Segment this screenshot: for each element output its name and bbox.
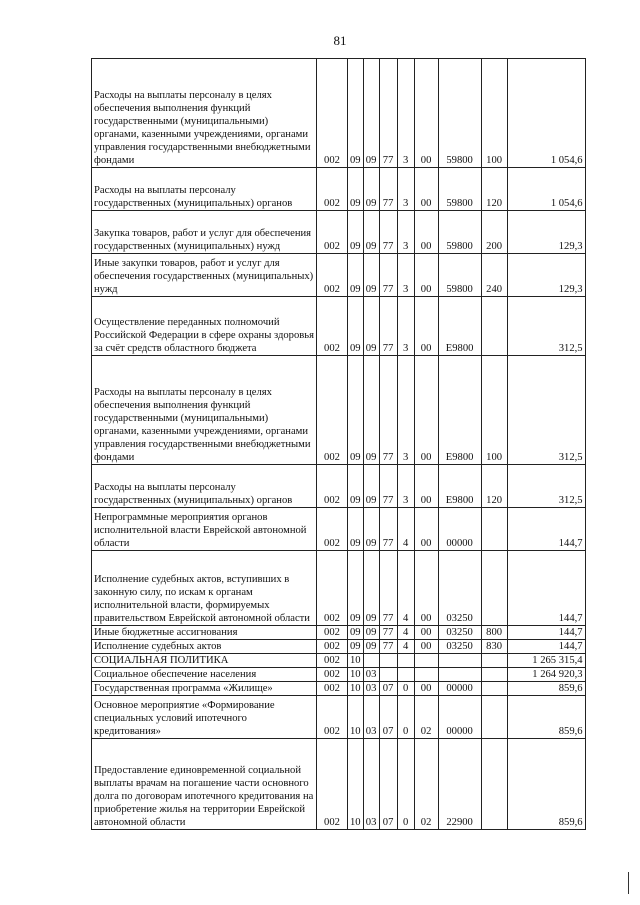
budget-table-body [92,59,586,830]
subprogram-code: 3 [397,297,414,356]
row-name: Расходы на выплаты персоналу государственных (муниципальных) органов [92,465,317,508]
row-name: Исполнение судебных актов, вступивших в законную силу, по искам к органам исполнительной власти, формируемых правительством Еврейской автономной области [92,551,317,626]
section-code: 09 [348,640,364,654]
table-row [92,211,586,254]
subprogram-code: 3 [397,356,414,465]
table-row [92,508,586,551]
row-name: Основное мероприятие «Формирование специальных условий ипотечного кредитования» [92,696,317,739]
subprogram-code: 3 [397,211,414,254]
expense-code: 00000 [438,682,481,696]
expense-type-code: 100 [481,356,507,465]
expense-code: Е9800 [438,356,481,465]
row-name: Расходы на выплаты персоналу в целях обеспечения выполнения функций государственными (муниципальными) органами, казенными учреждениями, органами управления государственными внебюджетными фондами [92,59,317,168]
subprogram-code: 0 [397,739,414,830]
row-name: Осуществление переданных полномочий Российской Федерации в сфере охраны здоровья за счёт средств областного бюджета [92,297,317,356]
activity-code: 00 [414,508,438,551]
subsection-code: 09 [363,59,379,168]
table-row [92,297,586,356]
ministry-code: 002 [317,654,348,668]
subsection-code: 03 [363,739,379,830]
activity-code: 00 [414,682,438,696]
subprogram-code: 3 [397,168,414,211]
ministry-code: 002 [317,508,348,551]
ministry-code: 002 [317,551,348,626]
program-code: 07 [379,739,397,830]
subsection-code: 09 [363,297,379,356]
amount: 129,3 [507,254,585,297]
row-name: Иные бюджетные ассигнования [92,626,317,640]
expense-type-code [481,739,507,830]
table-row [92,626,586,640]
program-code: 77 [379,626,397,640]
expense-type-code: 120 [481,465,507,508]
expense-type-code [481,696,507,739]
amount: 144,7 [507,508,585,551]
activity-code: 00 [414,168,438,211]
row-name: Закупка товаров, работ и услуг для обеспечения государственных (муниципальных) нужд [92,211,317,254]
expense-code: 59800 [438,168,481,211]
activity-code: 00 [414,297,438,356]
ministry-code: 002 [317,682,348,696]
activity-code: 02 [414,739,438,830]
subsection-code: 09 [363,551,379,626]
ministry-code: 002 [317,59,348,168]
expense-type-code: 100 [481,59,507,168]
ministry-code: 002 [317,626,348,640]
amount: 129,3 [507,211,585,254]
section-code: 09 [348,211,364,254]
subsection-code: 03 [363,696,379,739]
ministry-code: 002 [317,465,348,508]
program-code [379,654,397,668]
expense-type-code: 830 [481,640,507,654]
section-code: 10 [348,696,364,739]
subsection-code: 03 [363,682,379,696]
activity-code: 00 [414,551,438,626]
section-code: 09 [348,297,364,356]
expense-type-code [481,654,507,668]
program-code: 77 [379,297,397,356]
row-name: СОЦИАЛЬНАЯ ПОЛИТИКА [92,654,317,668]
amount: 312,5 [507,356,585,465]
subsection-code: 09 [363,254,379,297]
subprogram-code: 3 [397,59,414,168]
section-code: 09 [348,465,364,508]
expense-code: 03250 [438,640,481,654]
row-name: Государственная программа «Жилище» [92,682,317,696]
amount: 859,6 [507,739,585,830]
subsection-code: 09 [363,640,379,654]
expense-code: 22900 [438,739,481,830]
program-code: 77 [379,356,397,465]
expense-code: 00000 [438,696,481,739]
table-row [92,551,586,626]
section-code: 10 [348,682,364,696]
subsection-code: 09 [363,356,379,465]
budget-table [91,58,586,830]
section-code: 10 [348,668,364,682]
program-code: 77 [379,59,397,168]
expense-code: 03250 [438,626,481,640]
page-number: 81 [333,33,347,48]
program-code [379,668,397,682]
program-code: 77 [379,168,397,211]
subsection-code: 09 [363,465,379,508]
activity-code: 00 [414,59,438,168]
expense-type-code [481,508,507,551]
ministry-code: 002 [317,696,348,739]
expense-type-code: 200 [481,211,507,254]
amount: 1 054,6 [507,59,585,168]
expense-code: 59800 [438,211,481,254]
subsection-code: 09 [363,168,379,211]
row-name: Исполнение судебных актов [92,640,317,654]
subprogram-code: 0 [397,682,414,696]
expense-type-code [481,551,507,626]
program-code: 77 [379,465,397,508]
subsection-code [363,654,379,668]
section-code: 09 [348,551,364,626]
table-row [92,640,586,654]
ministry-code: 002 [317,211,348,254]
section-code: 10 [348,739,364,830]
row-name: Иные закупки товаров, работ и услуг для обеспечения государственных (муниципальных) нужд [92,254,317,297]
expense-type-code [481,297,507,356]
expense-code: Е9800 [438,465,481,508]
program-code: 77 [379,508,397,551]
ministry-code: 002 [317,356,348,465]
subsection-code: 09 [363,508,379,551]
section-code: 09 [348,626,364,640]
table-row [92,168,586,211]
ministry-code: 002 [317,168,348,211]
table-row [92,696,586,739]
ministry-code: 002 [317,739,348,830]
row-name: Социальное обеспечение населения [92,668,317,682]
subprogram-code: 4 [397,640,414,654]
subsection-code: 09 [363,211,379,254]
expense-type-code: 120 [481,168,507,211]
subprogram-code [397,654,414,668]
ministry-code: 002 [317,297,348,356]
ministry-code: 002 [317,668,348,682]
activity-code [414,654,438,668]
amount: 312,5 [507,465,585,508]
activity-code: 02 [414,696,438,739]
amount: 859,6 [507,682,585,696]
program-code: 77 [379,254,397,297]
amount: 859,6 [507,696,585,739]
table-row [92,682,586,696]
section-code: 09 [348,254,364,297]
row-name: Предоставление единовременной социальной выплаты врачам на погашение части основного долга по договорам ипотечного кредитования на приобретение жилья на территории Еврейской автономной области [92,739,317,830]
section-code: 09 [348,356,364,465]
table-row [92,739,586,830]
expense-code: 03250 [438,551,481,626]
amount: 1 054,6 [507,168,585,211]
section-code: 09 [348,59,364,168]
expense-code: 59800 [438,59,481,168]
expense-type-code: 240 [481,254,507,297]
activity-code: 00 [414,254,438,297]
subprogram-code: 0 [397,696,414,739]
section-code: 09 [348,508,364,551]
section-code: 10 [348,654,364,668]
table-row [92,465,586,508]
subprogram-code [397,668,414,682]
program-code: 77 [379,640,397,654]
expense-code: Е9800 [438,297,481,356]
amount: 1 264 920,3 [507,668,585,682]
amount: 144,7 [507,551,585,626]
activity-code [414,668,438,682]
amount: 312,5 [507,297,585,356]
section-code: 09 [348,168,364,211]
row-name: Расходы на выплаты персоналу в целях обеспечения выполнения функций государственными (муниципальными) органами, казенными учреждениями, органами управления государственными внебюджетными фондами [92,356,317,465]
ministry-code: 002 [317,640,348,654]
expense-code [438,654,481,668]
activity-code: 00 [414,640,438,654]
subsection-code: 03 [363,668,379,682]
amount: 144,7 [507,640,585,654]
amount: 1 265 315,4 [507,654,585,668]
row-name: Расходы на выплаты персоналу государственных (муниципальных) органов [92,168,317,211]
ministry-code: 002 [317,254,348,297]
subprogram-code: 3 [397,254,414,297]
subprogram-code: 4 [397,508,414,551]
table-row [92,59,586,168]
activity-code: 00 [414,211,438,254]
amount: 144,7 [507,626,585,640]
activity-code: 00 [414,465,438,508]
subprogram-code: 3 [397,465,414,508]
table-row [92,654,586,668]
activity-code: 00 [414,356,438,465]
table-row [92,356,586,465]
program-code: 77 [379,551,397,626]
margin-mark [628,872,629,894]
expense-code: 59800 [438,254,481,297]
activity-code: 00 [414,626,438,640]
subsection-code: 09 [363,626,379,640]
table-row [92,254,586,297]
expense-type-code: 800 [481,626,507,640]
program-code: 07 [379,696,397,739]
program-code: 07 [379,682,397,696]
expense-code [438,668,481,682]
expense-type-code [481,682,507,696]
expense-code: 00000 [438,508,481,551]
row-name: Непрограммные мероприятия органов исполнительной власти Еврейской автономной области [92,508,317,551]
subprogram-code: 4 [397,551,414,626]
expense-type-code [481,668,507,682]
program-code: 77 [379,211,397,254]
subprogram-code: 4 [397,626,414,640]
table-row [92,668,586,682]
